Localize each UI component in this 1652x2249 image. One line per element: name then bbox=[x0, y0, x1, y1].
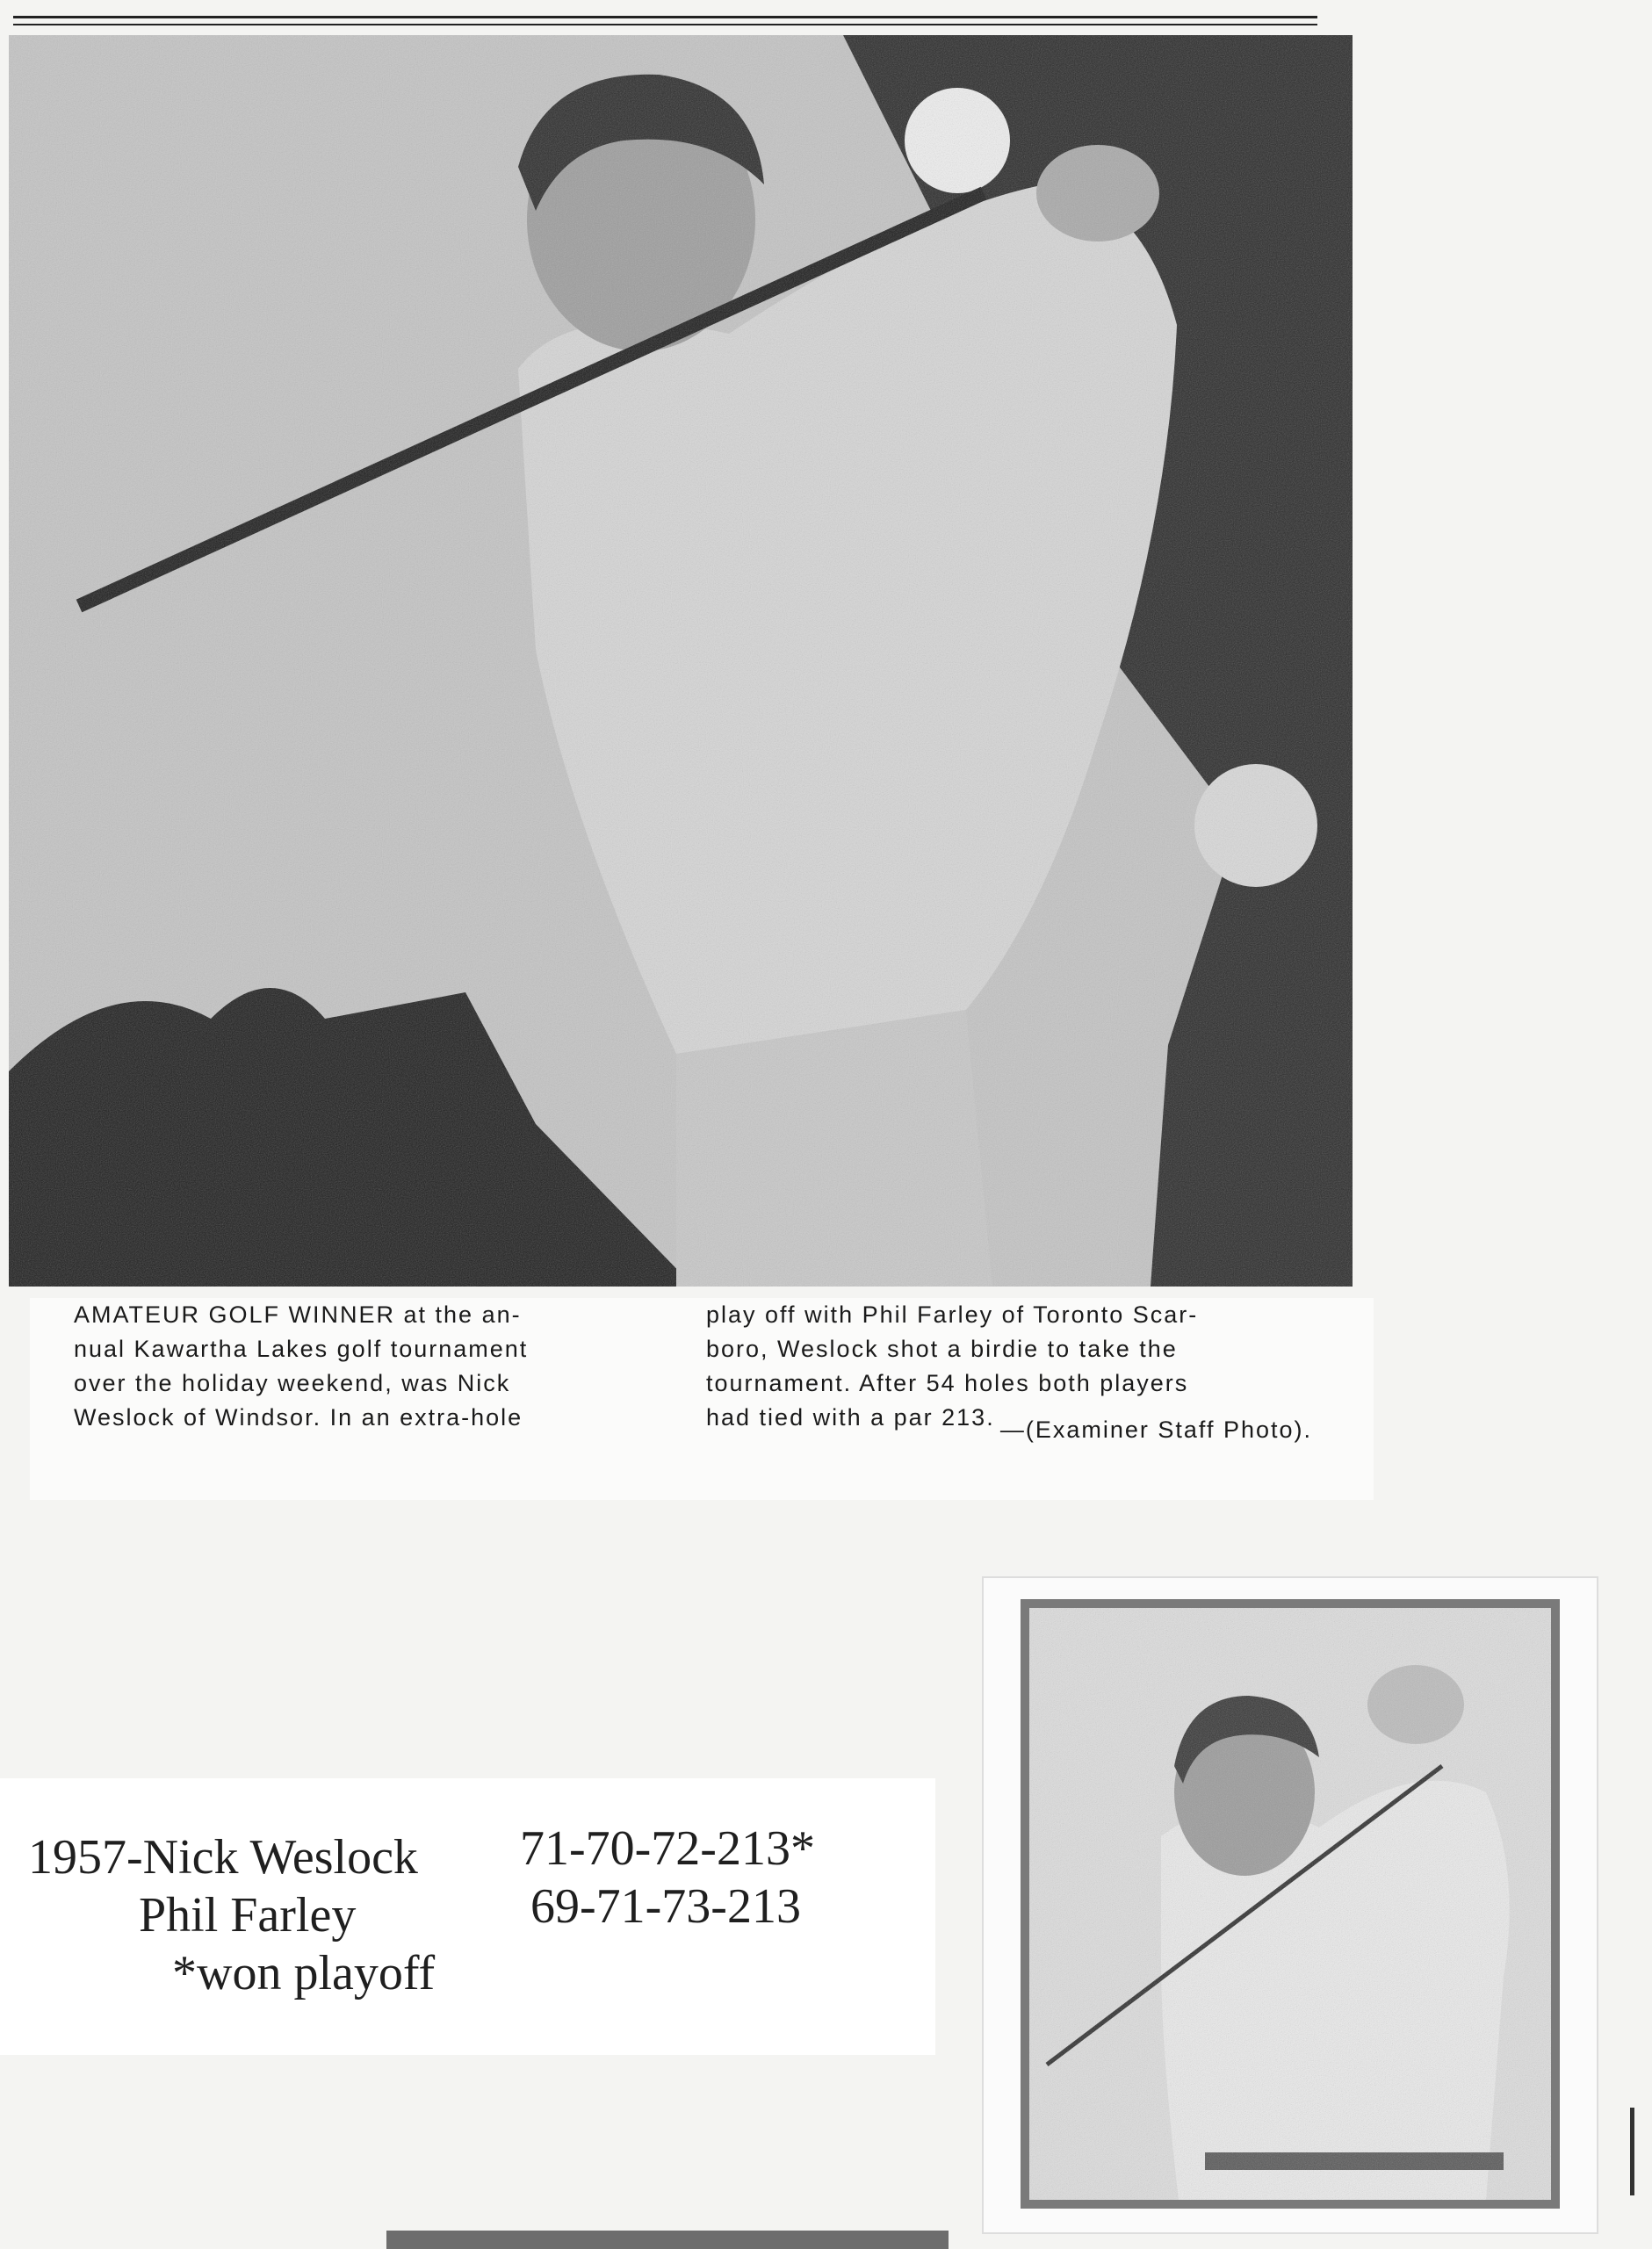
top-rule bbox=[13, 16, 1317, 18]
caption-line: play off with Phil Farley of Toronto Scar- bbox=[706, 1301, 1199, 1328]
caption-line: over the holiday weekend, was Nick bbox=[74, 1370, 511, 1396]
winner-score: 71-70-72-213* bbox=[520, 1821, 815, 1876]
winner-name: 1957-Nick Weslock bbox=[28, 1830, 418, 1885]
runner-up-score: 69-71-73-213 bbox=[530, 1879, 801, 1934]
caption-line: AMATEUR GOLF WINNER at the an- bbox=[74, 1301, 522, 1328]
results-strip bbox=[0, 1778, 935, 2055]
playoff-note: *won playoff bbox=[172, 1946, 436, 2000]
golfer-portrait bbox=[1021, 1599, 1560, 2209]
portrait-card bbox=[982, 1576, 1598, 2234]
runner-up-name: Phil Farley bbox=[139, 1888, 357, 1943]
caption-line: boro, Weslock shot a birdie to take the bbox=[706, 1336, 1178, 1362]
side-rule bbox=[1630, 2108, 1634, 2195]
photo-credit: —(Examiner Staff Photo). bbox=[999, 1416, 1312, 1443]
caption-column-left bbox=[74, 1298, 715, 1435]
caption-line: had tied with a par 213. bbox=[706, 1404, 995, 1431]
caption-line: Weslock of Windsor. In an extra-hole bbox=[74, 1404, 523, 1431]
caption-line: tournament. After 54 holes both players bbox=[706, 1370, 1189, 1396]
golfer-photo bbox=[9, 35, 1353, 1287]
next-clipping-edge bbox=[386, 2231, 949, 2249]
top-rule-thin bbox=[13, 24, 1317, 25]
caption-line: nual Kawartha Lakes golf tournament bbox=[74, 1336, 529, 1362]
clipping-caption bbox=[30, 1298, 1374, 1500]
caption-column-right bbox=[706, 1298, 1347, 1435]
